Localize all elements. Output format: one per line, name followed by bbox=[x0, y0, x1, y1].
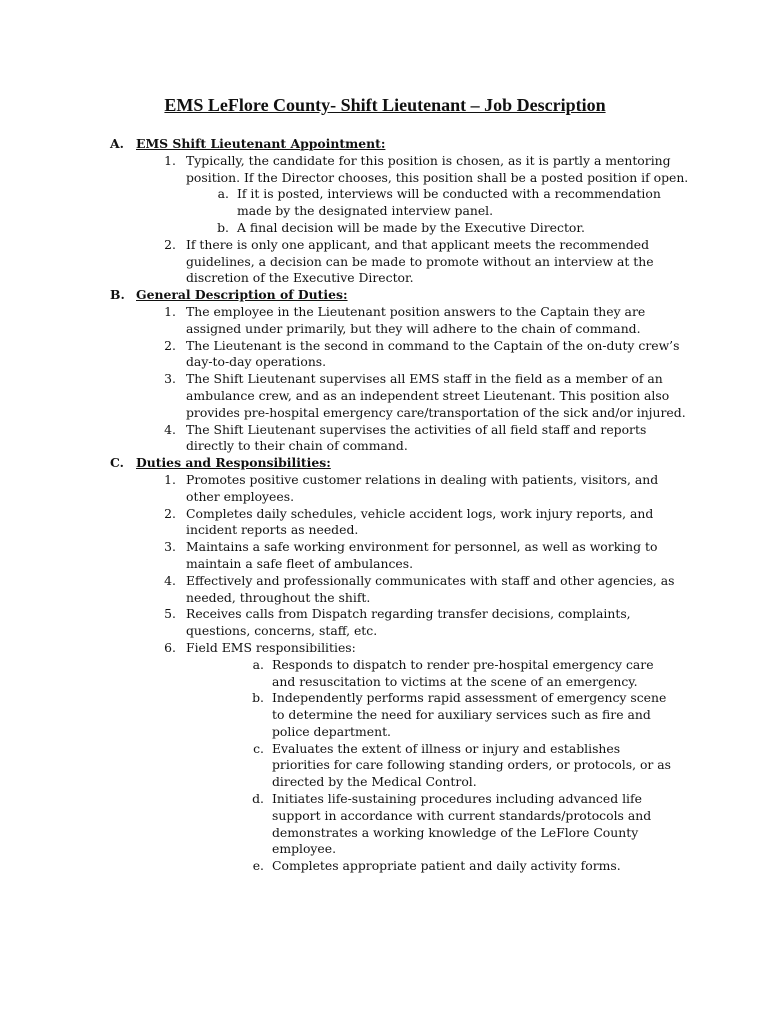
section-a-heading bbox=[110, 136, 690, 153]
sub-list-item bbox=[110, 657, 690, 691]
item-text: Responds to dispatch to render pre-hospital emergency care and resuscitation to victims at the scene of an emergency. bbox=[272, 656, 654, 689]
item-number: e. bbox=[252, 858, 264, 874]
item-text: Maintains a safe working environment for personnel, as well as working to maintain a safe fleet of ambulances. bbox=[186, 539, 658, 571]
document-title: EMS LeFlore County- Shift Lieutenant – Job Description bbox=[164, 95, 606, 115]
item-number: 4. bbox=[164, 572, 176, 588]
item-text: The Shift Lieutenant supervises all EMS staff in the field as a member of an ambulance crew, and as an independent street Lieutenant. This position also provides pre-hospital emergency care/transportation of the sick and/or injured. bbox=[186, 371, 686, 420]
section-letter: A. bbox=[110, 136, 124, 151]
list-item bbox=[110, 539, 690, 573]
item-text: The Shift Lieutenant supervises the activities of all field staff and reports directly to their chain of command. bbox=[186, 421, 647, 454]
item-number: 2. bbox=[164, 505, 176, 521]
item-number: d. bbox=[252, 791, 264, 807]
sub-list-item bbox=[110, 186, 690, 220]
item-number: 1. bbox=[164, 471, 176, 487]
list-item bbox=[110, 338, 690, 372]
item-number: 2. bbox=[164, 236, 176, 252]
item-number: 3. bbox=[164, 539, 176, 555]
item-text: Effectively and professionally communicates with staff and other agencies, as needed, throughout the shift. bbox=[186, 572, 675, 605]
item-number: 6. bbox=[164, 639, 176, 655]
list-item bbox=[110, 573, 690, 607]
list-item bbox=[110, 640, 690, 657]
item-text: Evaluates the extent of illness or injury and establishes priorities for care following standing orders, or protocols, or as directed by the Medical Control. bbox=[272, 740, 672, 790]
item-number: 1. bbox=[164, 303, 176, 319]
list-item bbox=[110, 153, 690, 187]
sub-list-item bbox=[110, 858, 690, 875]
sub-list-item bbox=[110, 220, 690, 237]
item-number: b. bbox=[217, 219, 229, 235]
item-text: The Lieutenant is the second in command to the Captain of the on-duty crew’s day-to-day operations. bbox=[186, 337, 680, 370]
sub-list-item bbox=[110, 690, 690, 740]
item-number: c. bbox=[253, 740, 264, 756]
item-text: Initiates life-sustaining procedures including advanced life support in accordance with current standards/protocols and demonstrates a working knowledge of the LeFlore County employee. bbox=[272, 791, 652, 857]
section-b-heading bbox=[110, 287, 690, 304]
item-text: Receives calls from Dispatch regarding transfer decisions, complaints, questions, concerns, staff, etc. bbox=[186, 606, 631, 639]
list-item bbox=[110, 371, 690, 421]
item-number: 1. bbox=[164, 152, 176, 168]
item-text: Completes appropriate patient and daily activity forms. bbox=[272, 858, 621, 874]
sub-list-item bbox=[110, 741, 690, 791]
item-text: Typically, the candidate for this position is chosen, as it is partly a mentoring position. If the Director chooses, this position shall be a posted position if open. bbox=[186, 152, 689, 185]
item-text: Independently performs rapid assessment of emergency scene to determine the need for auxiliary services such as fire and police department. bbox=[272, 690, 667, 739]
list-item bbox=[110, 472, 690, 506]
item-number: a. bbox=[252, 656, 264, 672]
item-number: b. bbox=[252, 690, 264, 706]
sub-list-item bbox=[110, 791, 690, 858]
item-number: 5. bbox=[164, 606, 176, 622]
section-letter: C. bbox=[110, 455, 124, 471]
item-text: Promotes positive customer relations in dealing with patients, visitors, and other employees. bbox=[186, 471, 659, 504]
item-text: The employee in the Lieutenant position answers to the Captain they are assigned under primarily, but they will adhere to the chain of command. bbox=[186, 303, 646, 336]
document-body bbox=[110, 136, 690, 875]
section-letter: B. bbox=[110, 287, 125, 303]
item-text: If there is only one applicant, and that applicant meets the recommended guidelines, a decision can be made to promote without an interview at the discretion of the Executive Director. bbox=[186, 236, 654, 286]
list-item bbox=[110, 506, 690, 540]
item-text: A final decision will be made by the Executive Director. bbox=[237, 219, 585, 235]
item-text: Field EMS responsibilities: bbox=[186, 639, 356, 655]
list-item bbox=[110, 304, 690, 338]
list-item bbox=[110, 606, 690, 640]
section-title: Duties and Responsibilities: bbox=[136, 455, 331, 471]
section-c-heading bbox=[110, 455, 690, 472]
item-number: 3. bbox=[164, 371, 176, 387]
list-item bbox=[110, 422, 690, 456]
item-number: 2. bbox=[164, 337, 176, 353]
section-title: General Description of Duties: bbox=[136, 287, 348, 303]
list-item bbox=[110, 237, 690, 287]
item-text: Completes daily schedules, vehicle accident logs, work injury reports, and incident reports as needed. bbox=[186, 505, 654, 538]
item-number: a. bbox=[217, 186, 229, 202]
item-text: If it is posted, interviews will be conducted with a recommendation made by the designated interview panel. bbox=[237, 186, 661, 219]
section-title: EMS Shift Lieutenant Appointment: bbox=[136, 136, 386, 151]
item-number: 4. bbox=[164, 421, 176, 437]
